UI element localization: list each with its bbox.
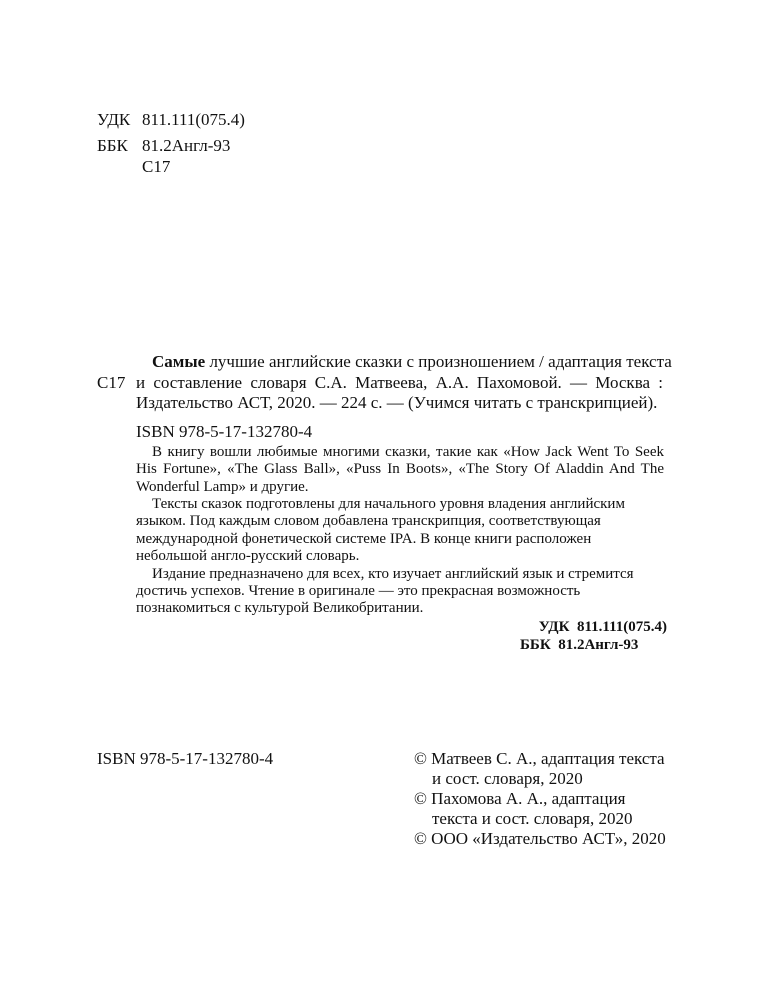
annotation-p1-line3: Wonderful Lamp» и другие. — [136, 479, 309, 495]
annotation-p2-line2: языком. Под каждым словом добавлена транскрипция, соответствующая — [136, 513, 601, 529]
entry-left-mark: С17 — [97, 373, 126, 392]
annotation-p1-line1: В книгу вошли любимые многими сказки, такие как «How Jack Went To Seek — [152, 444, 664, 460]
entry-line-1-rest: лучшие английские сказки с произношением / адаптация текста — [205, 352, 672, 371]
author-mark: С17 — [142, 157, 171, 176]
bbk-label: ББК — [97, 136, 128, 155]
annotation-p2-line3: международной фонетической системе IPA. В конце книги расположен — [136, 531, 592, 547]
annotation-p3-line3: познакомиться с культурой Великобритании. — [136, 600, 424, 616]
copyright-2-line2: текста и сост. словаря, 2020 — [432, 809, 633, 828]
annotation-p2-line4: небольшой англо-русский словарь. — [136, 548, 360, 564]
udk-row — [97, 110, 297, 130]
entry-title-bold: Самые — [152, 352, 206, 371]
annotation-p2-line1: Тексты сказок подготовлены для начального уровня владения английским — [152, 496, 625, 512]
udk-label: УДК — [97, 110, 131, 129]
copyright-1-line2: и сост. словаря, 2020 — [432, 769, 583, 788]
copyright-1-line1: © Матвеев С. А., адаптация текста — [414, 749, 665, 768]
entry-line-3: Издательство АСТ, 2020. — 224 с. — (Учимся читать с транскрипцией). — [136, 393, 658, 412]
udk-value: 811.111(075.4) — [142, 110, 245, 129]
bbk-row — [97, 136, 297, 156]
annotation-p3-line2: достичь успехов. Чтение в оригинале — это прекрасная возможность — [136, 583, 581, 599]
entry-isbn: ISBN 978-5-17-132780-4 — [136, 422, 313, 441]
copyright-2-line1: © Пахомова А. А., адаптация — [414, 789, 626, 808]
entry-line-1 — [152, 352, 672, 372]
index-bbk: ББК 81.2Англ-93 — [520, 637, 639, 653]
entry-line-2: и составление словаря С.А. Матвеева, А.А. Пахомовой. — Москва : — [136, 373, 663, 392]
annotation-p1-line2: His Fortune», «The Glass Ball», «Puss In Boots», «The Story Of Aladdin And The — [136, 461, 664, 477]
annotation-p3-line1: Издание предназначено для всех, кто изучает английский язык и стремится — [152, 566, 634, 582]
copyright-3: © ООО «Издательство АСТ», 2020 — [414, 829, 666, 848]
bottom-isbn: ISBN 978-5-17-132780-4 — [97, 749, 274, 768]
bbk-value: 81.2Англ-93 — [142, 136, 231, 155]
index-udk: УДК 811.111(075.4) — [538, 619, 667, 635]
